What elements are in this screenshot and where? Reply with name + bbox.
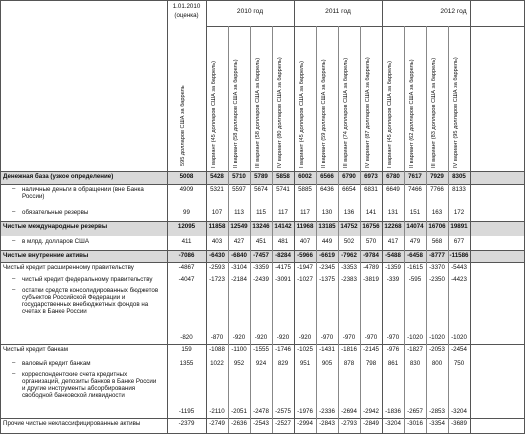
value-cell: -9784	[363, 252, 379, 259]
value-cell: 16706	[428, 223, 446, 230]
value-cell: -1375	[319, 276, 335, 283]
table-left-border	[0, 0, 1, 433]
value-cell: -3370	[429, 264, 445, 271]
value-cell: -2793	[341, 420, 357, 427]
value-cell: -2527	[275, 420, 291, 427]
value-cell: -2694	[341, 408, 357, 415]
value-cell: 4909	[179, 186, 194, 193]
value-cell: 130	[321, 209, 333, 216]
value-cell: -2184	[231, 276, 247, 283]
value-cell: 12549	[230, 223, 248, 230]
value-cell: -4867	[178, 264, 195, 271]
value-cell: -2942	[363, 408, 379, 415]
value-cell: 6973	[364, 173, 378, 180]
column-divider	[470, 0, 471, 433]
value-cell: -970	[386, 334, 400, 341]
value-cell: -2336	[319, 408, 335, 415]
value-cell: 5885	[298, 186, 312, 193]
value-cell: 11968	[296, 223, 314, 230]
value-cell: 13246	[252, 223, 270, 230]
value-cell: -1020	[451, 334, 467, 341]
value-cell: -4175	[275, 264, 291, 271]
value-cell: 8305	[452, 173, 466, 180]
value-cell: -3204	[385, 420, 401, 427]
value-cell: 14142	[274, 223, 292, 230]
value-cell: -2843	[319, 420, 335, 427]
variant-header: I вариант (45 долларов США за баррель)	[387, 60, 393, 168]
value-cell: -3091	[275, 276, 291, 283]
value-cell: -2994	[297, 420, 313, 427]
row-divider	[0, 433, 525, 434]
value-cell: -2657	[407, 408, 423, 415]
value-cell: -2145	[363, 346, 379, 353]
value-cell: -920	[276, 334, 290, 341]
value-cell: -6458	[407, 252, 423, 259]
row-divider	[0, 344, 525, 345]
value-cell: 5710	[232, 173, 246, 180]
value-cell: -1555	[253, 346, 269, 353]
base-date-note: (оценка)	[174, 12, 199, 19]
value-cell: -920	[254, 334, 268, 341]
row-label: Чистый кредит банкам	[3, 346, 69, 353]
bullet-dash: –	[12, 360, 16, 366]
value-cell: 117	[278, 209, 288, 216]
value-cell: 131	[387, 209, 399, 216]
value-cell: 5858	[276, 173, 290, 180]
value-cell: -7086	[178, 252, 195, 259]
variant-header: II вариант (59 долларов США за баррель)	[321, 59, 327, 168]
value-cell: 141	[365, 209, 377, 216]
value-cell: 417	[387, 238, 399, 245]
value-cell: -2636	[231, 420, 247, 427]
value-cell: -2478	[253, 408, 269, 415]
row-divider	[0, 262, 525, 263]
value-cell: -2350	[429, 276, 445, 283]
value-cell: 14074	[406, 223, 424, 230]
row-divider	[0, 221, 525, 222]
value-cell: 163	[431, 209, 443, 216]
value-cell: -2383	[341, 276, 357, 283]
value-cell: 19891	[450, 223, 468, 230]
value-cell: 5428	[210, 173, 224, 180]
row-label: чистый кредит федеральному правительству	[22, 276, 153, 283]
value-cell: 6436	[320, 186, 334, 193]
value-cell: -2454	[451, 346, 467, 353]
bullet-dash: –	[12, 238, 16, 244]
value-cell: 403	[211, 238, 223, 245]
value-cell: 11858	[208, 223, 226, 230]
value-cell: 924	[255, 360, 267, 367]
value-cell: -3104	[231, 264, 247, 271]
value-cell: -976	[386, 346, 400, 353]
value-cell: 12095	[177, 223, 196, 230]
value-cell: -3354	[429, 420, 445, 427]
value-cell: 5597	[232, 186, 246, 193]
value-cell: 407	[299, 238, 311, 245]
value-cell: 878	[343, 360, 355, 367]
value-cell: 1022	[210, 360, 224, 367]
value-cell: -1827	[407, 346, 423, 353]
value-cell: -1615	[407, 264, 423, 271]
value-cell: -1746	[275, 346, 291, 353]
value-cell: 750	[453, 360, 465, 367]
variant-header: II вариант (62 долларов США за баррель)	[409, 59, 415, 168]
value-cell: -1100	[231, 346, 247, 353]
value-cell: -2345	[319, 264, 335, 271]
value-cell: -3689	[451, 420, 467, 427]
value-cell: -1976	[297, 408, 313, 415]
value-cell: 427	[233, 238, 245, 245]
bullet-dash: –	[12, 209, 16, 215]
value-cell: 13185	[318, 223, 336, 230]
value-cell: 136	[343, 209, 355, 216]
value-cell: 861	[387, 360, 399, 367]
variant-header: III вариант (58 долларов США за баррель)	[255, 57, 261, 168]
value-cell: 481	[277, 238, 289, 245]
value-cell: 952	[233, 360, 245, 367]
value-cell: -1025	[297, 346, 313, 353]
value-cell: -1723	[209, 276, 225, 283]
value-cell: -1020	[429, 334, 445, 341]
value-cell: -1027	[297, 276, 313, 283]
variant-header: III вариант (83 долларов США за баррель)	[431, 57, 437, 168]
value-cell: 798	[365, 360, 377, 367]
value-cell: -2849	[363, 420, 379, 427]
base-date-header: 1.01.2010	[172, 3, 201, 10]
value-cell: 1355	[179, 360, 194, 367]
value-cell: 677	[453, 238, 465, 245]
value-cell: 113	[234, 209, 244, 216]
value-cell: 172	[453, 209, 465, 216]
value-cell: 479	[409, 238, 421, 245]
value-cell: -3204	[451, 408, 467, 415]
value-cell: -5443	[451, 264, 467, 271]
value-cell: 12268	[384, 223, 402, 230]
row-label: Чистый кредит расширенному правительству	[3, 264, 134, 271]
value-cell: 449	[321, 238, 333, 245]
value-cell: -1816	[341, 346, 357, 353]
value-cell: -2051	[231, 408, 247, 415]
variant-header: II вариант (58 долларов США за баррель)	[233, 59, 239, 168]
value-cell: 800	[431, 360, 443, 367]
value-cell: 570	[365, 238, 377, 245]
value-cell: -2543	[253, 420, 269, 427]
bullet-dash: –	[12, 276, 16, 282]
value-cell: -2379	[178, 420, 195, 427]
row-divider	[0, 250, 525, 251]
row-label: обязательные резервы	[22, 209, 89, 216]
value-cell: 829	[277, 360, 289, 367]
value-cell: 568	[431, 238, 443, 245]
value-cell: 502	[343, 238, 355, 245]
value-cell: 16756	[362, 223, 380, 230]
bullet-dash: –	[12, 287, 16, 293]
value-cell: -2053	[429, 346, 445, 353]
value-cell: 5789	[254, 173, 268, 180]
year-header-divider	[206, 26, 525, 27]
base-price-header: 595 долларов США за баррель	[180, 85, 186, 166]
value-cell: -7962	[341, 252, 357, 259]
value-cell: 6649	[386, 186, 400, 193]
value-cell: -1195	[178, 408, 195, 415]
variant-header: IV вариант (95 долларов США за баррель)	[453, 57, 459, 168]
value-cell: -870	[210, 334, 224, 341]
year-header: 2012 год	[440, 8, 467, 15]
year-header: 2011 год	[325, 8, 351, 15]
row-divider	[0, 0, 525, 1]
row-label: Денежная база (узкое определение)	[3, 173, 114, 180]
row-divider	[0, 171, 525, 172]
year-header: 2010 год	[236, 8, 264, 15]
row-label: остатки средств консолидированных бюджетов субъектов Российской Федерации и государственных внебюджетных фондов на счетах в Банке России	[22, 287, 159, 316]
row-divider	[0, 418, 525, 419]
value-cell: -2439	[253, 276, 269, 283]
value-cell: -8777	[429, 252, 445, 259]
value-cell: -970	[364, 334, 378, 341]
bullet-dash: –	[12, 371, 16, 377]
value-cell: 5674	[254, 186, 268, 193]
variant-header: IV вариант (87 долларов США за баррель)	[365, 57, 371, 168]
row-label: Прочие чистые неклассифицированные активы	[3, 420, 141, 427]
value-cell: -4047	[178, 276, 195, 283]
value-cell: 5741	[276, 186, 290, 193]
value-cell: -4423	[451, 276, 467, 283]
value-cell: -1836	[385, 408, 401, 415]
row-label: в млрд. долларов США	[22, 238, 89, 245]
value-cell: -1359	[385, 264, 401, 271]
value-cell: 8133	[452, 186, 466, 193]
value-cell: 14752	[340, 223, 358, 230]
value-cell: 159	[181, 346, 192, 353]
variant-header: I вариант (45 долларов США за баррель)	[211, 60, 217, 168]
value-cell: 6654	[342, 186, 356, 193]
value-cell: 6831	[364, 186, 378, 193]
row-label: корреспондентские счета кредитных организаций, депозиты банков в Банке России и другие инструменты абсорбирования свободной банковской ликвидности	[22, 371, 157, 400]
value-cell: 117	[300, 209, 310, 216]
value-cell: 99	[183, 209, 190, 216]
value-cell: -6430	[209, 252, 225, 259]
value-cell: -970	[342, 334, 356, 341]
value-cell: -3016	[407, 420, 423, 427]
value-cell: 6780	[386, 173, 400, 180]
value-cell: 830	[409, 360, 421, 367]
value-cell: -6840	[231, 252, 247, 259]
value-cell: 951	[299, 360, 311, 367]
value-cell: -2110	[209, 408, 225, 415]
value-cell: -1431	[319, 346, 335, 353]
value-cell: 451	[255, 238, 267, 245]
value-cell: -1020	[407, 334, 423, 341]
value-cell: 411	[181, 238, 192, 245]
value-cell: 7766	[430, 186, 444, 193]
row-label: Чистые внутренние активы	[3, 252, 89, 259]
value-cell: 151	[409, 209, 421, 216]
row-divider	[0, 184, 525, 185]
value-cell: -11586	[449, 252, 469, 259]
value-cell: 7929	[430, 173, 444, 180]
value-cell: 7617	[408, 173, 422, 180]
value-cell: -5966	[297, 252, 313, 259]
value-cell: -2575	[275, 408, 291, 415]
value-cell: -4789	[363, 264, 379, 271]
variant-header: III вариант (74 долларов США за баррель)	[343, 57, 349, 168]
value-cell: 6566	[320, 173, 334, 180]
value-cell: -2593	[209, 264, 225, 271]
row-label: валовый кредит банкам	[22, 360, 91, 367]
value-cell: 905	[321, 360, 333, 367]
value-cell: -3359	[253, 264, 269, 271]
value-cell: -1088	[209, 346, 225, 353]
row-label: Чистые международные резервы	[3, 223, 108, 230]
value-cell: 6790	[342, 173, 356, 180]
variant-header: IV вариант (80 долларов США за баррель)	[277, 57, 283, 168]
value-cell: -920	[298, 334, 312, 341]
value-cell: 107	[211, 209, 223, 216]
value-cell: -7457	[253, 252, 269, 259]
value-cell: -6619	[319, 252, 335, 259]
variant-header: I вариант (45 долларов США за баррель)	[299, 60, 305, 168]
value-cell: -3353	[341, 264, 357, 271]
value-cell: -339	[386, 276, 400, 283]
value-cell: 5321	[210, 186, 224, 193]
value-cell: -920	[232, 334, 246, 341]
value-cell: -2853	[429, 408, 445, 415]
row-label: наличные деньги в обращении (вне Банка России)	[22, 186, 144, 201]
value-cell: 5008	[179, 173, 194, 180]
value-cell: 6002	[298, 173, 312, 180]
value-cell: -8284	[275, 252, 291, 259]
value-cell: 115	[256, 209, 266, 216]
value-cell: 7466	[408, 186, 422, 193]
value-cell: -820	[180, 334, 193, 341]
value-cell: -970	[320, 334, 334, 341]
value-cell: -1947	[297, 264, 313, 271]
value-cell: -595	[408, 276, 422, 283]
value-cell: -2749	[209, 420, 225, 427]
value-cell: -3819	[363, 276, 379, 283]
value-cell: -5488	[385, 252, 401, 259]
bullet-dash: –	[12, 186, 16, 192]
